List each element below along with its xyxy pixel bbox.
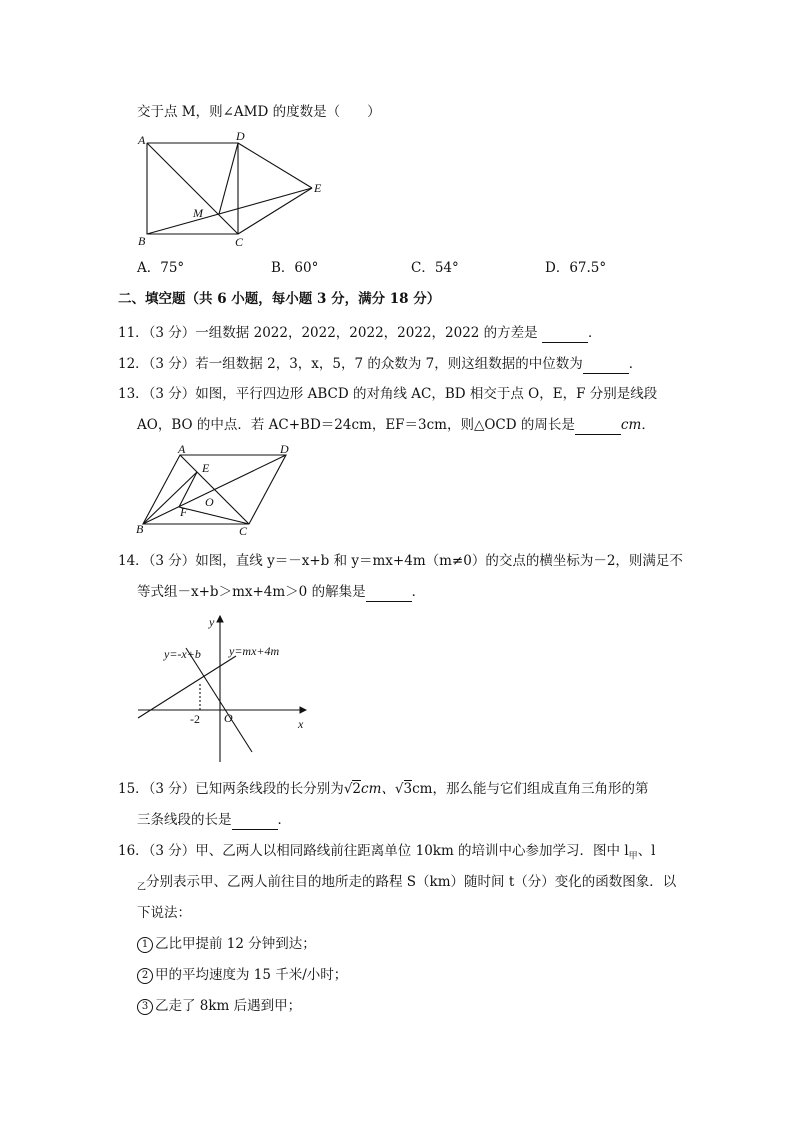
label-m: M	[193, 206, 203, 220]
radical-sign: √	[343, 781, 353, 797]
label-e: E	[202, 461, 210, 475]
sqrt-2: √2	[343, 781, 362, 797]
label-f: F	[180, 505, 188, 519]
q14-line2	[137, 583, 425, 602]
q13-answer-blank[interactable]	[575, 416, 621, 435]
q12-answer-blank[interactable]	[583, 355, 629, 374]
segment-ac	[147, 143, 238, 234]
y-axis-label: y	[209, 615, 215, 629]
q16-statement-1: 1 乙比甲提前 12 分钟到达；	[137, 935, 316, 953]
q10-option-c: C．54°	[411, 260, 459, 276]
circled-number: 2	[137, 968, 153, 984]
q11-text: 11．（3 分）一组数据 2022，2022，2022，2022，2022 的方差是	[118, 325, 538, 341]
line2-label: y=mx+4m	[229, 644, 280, 658]
q16-line3: 下说法：	[137, 905, 191, 921]
diagonal-bd	[143, 455, 286, 524]
q16-line2: $_乙$分别表示甲、乙两人前往目的地所走的路程 S（km）随时间 t（分）变化的函数图象．以	[137, 874, 677, 893]
segment-fc	[179, 507, 249, 524]
q13-end: cm．	[620, 417, 655, 433]
q10-option-d: D．67.5°	[545, 260, 607, 276]
q15-line2: 三条线段的长是 ．	[137, 812, 291, 828]
q13-line1: 13．（3 分）如图，平行四边形 ABCD 的对角线 AC，BD 相交于点 O，E，F 分别是线段	[118, 386, 658, 402]
q14-graph	[134, 612, 314, 764]
circled-number: 1	[137, 937, 153, 953]
question-11	[118, 324, 601, 343]
label-a: A	[138, 133, 146, 147]
q10-stem-tail: 交于点 M，则∠AMD 的度数是（ ）	[137, 104, 381, 120]
q10-figure	[134, 128, 334, 253]
q10-option-a: A．75°	[137, 260, 185, 276]
section-heading: 二、填空题（共 6 小题，每小题 3 分，满分 18 分）	[118, 291, 441, 307]
q13-line2	[137, 416, 655, 435]
q15-answer-blank[interactable]	[232, 811, 278, 830]
question-12	[118, 355, 642, 374]
q16-line1: 16．（3 分）甲、乙两人以相同路线前往距离单位 10km 的培训中心参加学习．图中 $l_甲$、l	[118, 843, 656, 862]
segment-be	[143, 472, 197, 524]
label-c: C	[239, 524, 248, 538]
q16-statement-2: 2 甲的平均速度为 15 千米/小时；	[137, 966, 347, 984]
q14-line2-text: 等式组－x+b＞mx+4m＞0 的解集是	[137, 584, 366, 600]
x-axis-label: x	[298, 717, 304, 731]
q14-line1: 14．（3 分）如图，直线 y＝－x+b 和 y＝mx+4m（m≠0）的交点的横坐标为－2，则满足不	[118, 553, 683, 569]
segment-dm	[219, 143, 238, 214]
q13-line2-text: AO，BO 的中点．若 AC+BD＝24cm，EF＝3cm，则△OCD 的周长是	[137, 417, 575, 433]
q14-answer-blank[interactable]	[366, 583, 412, 602]
radical-sign: √	[394, 781, 404, 797]
q12-text: 12．（3 分）若一组数据 2，3，x，5，7 的众数为 7，则这组数据的中位数为	[118, 356, 583, 372]
q10-option-b: B．60°	[271, 260, 319, 276]
tick-label-neg2: -2	[190, 712, 200, 726]
line1-label: y=-x+b	[164, 647, 201, 661]
circled-number: 3	[137, 999, 153, 1015]
label-b: B	[136, 522, 144, 536]
label-c: C	[235, 235, 244, 249]
segment-be	[147, 188, 312, 234]
segment-de	[238, 143, 312, 188]
label-d: D	[280, 442, 289, 456]
q16-statement-3: 3 乙走了 8km 后遇到甲；	[137, 997, 301, 1015]
label-d: D	[236, 129, 245, 143]
q15-prefix: 15．（3 分）已知两条线段的长分别为	[118, 781, 344, 797]
q15-line1: 15．（3 分）已知两条线段的长分别为√2cm、√3cm，那么能与它们组成直角三角形的第	[118, 781, 649, 797]
q14-end: ．	[411, 584, 426, 600]
q12-end: ．	[628, 356, 643, 372]
label-b: B	[138, 234, 146, 248]
label-e: E	[314, 181, 322, 195]
label-a: A	[178, 442, 186, 456]
q11-end: ．	[587, 325, 602, 341]
q11-answer-blank[interactable]	[542, 324, 588, 343]
segment-ce	[238, 188, 312, 234]
origin-label: O	[224, 711, 233, 725]
sqrt-3: √3	[394, 781, 413, 797]
line-neg-x-plus-b	[186, 648, 252, 752]
line-mx-plus-4m	[138, 656, 236, 718]
q13-figure	[136, 442, 306, 537]
label-o: O	[205, 495, 214, 509]
